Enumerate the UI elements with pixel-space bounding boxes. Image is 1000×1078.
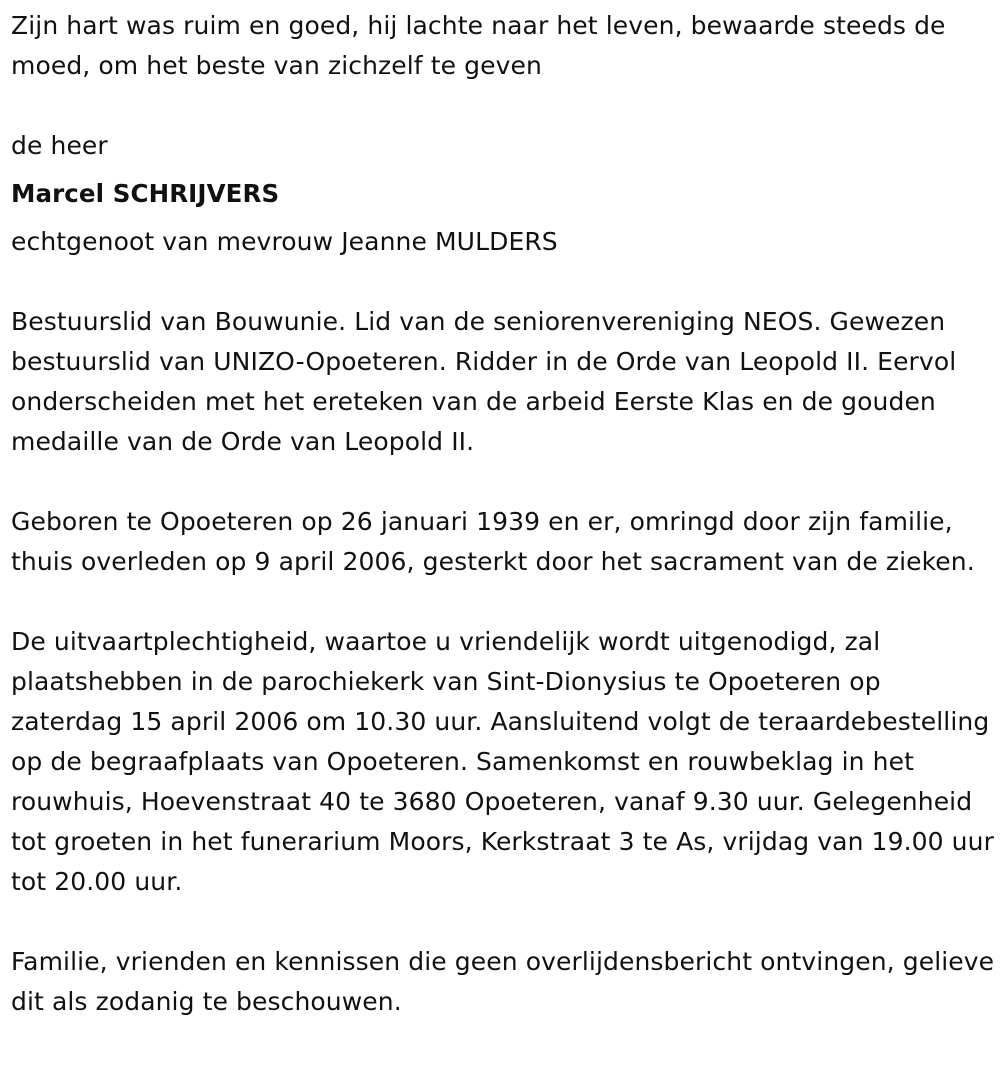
birth-death-paragraph: Geboren te Opoeteren op 26 januari 1939 en er, omringd door zijn familie, thuis overleden op 9 april 2006, gesterkt door het sacrament van de zieken. xyxy=(11,507,975,576)
obituary-notice xyxy=(11,6,996,1022)
deceased-name: Marcel SCHRIJVERS xyxy=(11,179,280,208)
spacer xyxy=(11,262,996,302)
closing-paragraph: Familie, vrienden en kennissen die geen overlijdensbericht ontvingen, gelieve dit als zodanig te beschouwen. xyxy=(11,947,995,1016)
motto-paragraph: Zijn hart was ruim en goed, hij lachte naar het leven, bewaarde steeds de moed, om het beste van zichzelf te geven xyxy=(11,11,946,80)
affiliations-paragraph: Bestuurslid van Bouwunie. Lid van de seniorenvereniging NEOS. Gewezen bestuurslid van UNIZO-Opoeteren. Ridder in de Orde van Leopold II. Eervol onderscheiden met het ereteken van de arbeid Eerste Klas en de gouden medaille van de Orde van Leopold II. xyxy=(11,307,957,456)
spacer xyxy=(11,582,996,622)
spacer xyxy=(11,86,996,126)
spacer xyxy=(11,462,996,502)
spacer xyxy=(11,902,996,942)
title-prefix: de heer xyxy=(11,131,108,160)
spouse-line: echtgenoot van mevrouw Jeanne MULDERS xyxy=(11,227,558,256)
funeral-paragraph: De uitvaartplechtigheid, waartoe u vriendelijk wordt uitgenodigd, zal plaatshebben in de parochiekerk van Sint-Dionysius te Opoeteren op zaterdag 15 april 2006 om 10.30 uur. Aansluitend volgt de teraardebestelling op de begraafplaats van Opoeteren. Samenkomst en rouwbeklag in het rouwhuis, Hoevenstraat 40 te 3680 Opoeteren, vanaf 9.30 uur. Gelegenheid tot groeten in het funerarium Moors, Kerkstraat 3 te As, vrijdag van 19.00 uur tot 20.00 uur. xyxy=(11,627,994,896)
